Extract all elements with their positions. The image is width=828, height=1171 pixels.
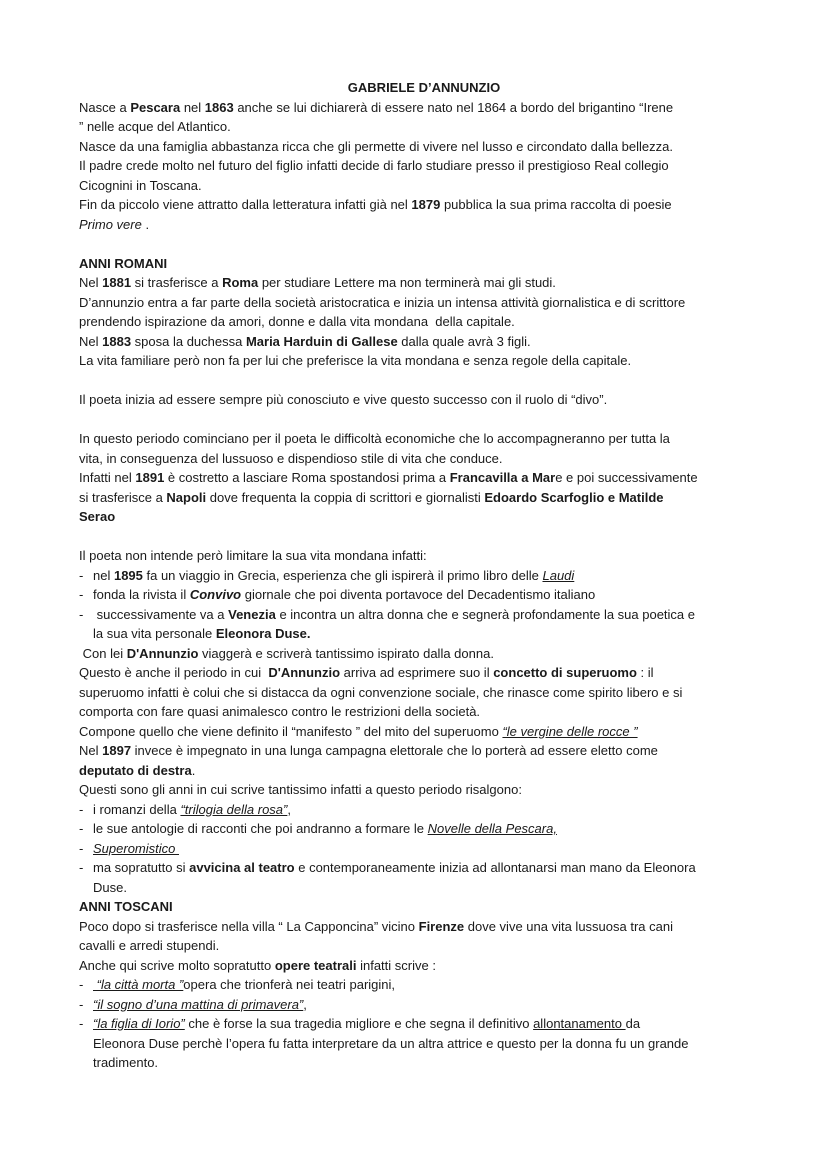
- text-run: nel: [93, 567, 114, 583]
- bold-text: Eleonora Duse.: [215, 626, 311, 641]
- text-run: arriva ad esprimere suo il: [340, 665, 494, 680]
- text-run: tradimento.: [93, 1055, 159, 1070]
- bullet-item: [79, 995, 759, 1015]
- paragraph-line: [79, 390, 759, 410]
- italic-title: Primo vere: [79, 216, 142, 232]
- text-run: che è forse la sua tragedia migliore e che segna il definitivo: [184, 1016, 534, 1031]
- text-run: Nasce da una famiglia abbastanza ricca che gli permette di vivere nel lusso e circondato dalla bellezza.: [79, 138, 673, 154]
- bold-text: Edoardo Scarfoglio e Matilde: [484, 489, 664, 505]
- text-run: dalla quale avrà 3 figli.: [397, 333, 531, 349]
- bullet-dash-icon: -: [79, 801, 84, 817]
- document-body: [79, 78, 759, 1073]
- paragraph-line: [79, 936, 759, 956]
- document-title: [79, 78, 759, 98]
- paragraph-line: [79, 215, 759, 235]
- paragraph-line: [79, 176, 759, 196]
- text-run: Cicognini in Toscana.: [79, 177, 202, 193]
- paragraph-line: [79, 117, 759, 137]
- bullet-item: [79, 800, 759, 820]
- text-run: comporta con fare quasi animalesco contro le restrizioni della società.: [79, 704, 481, 719]
- text-run: ANNI TOSCANI: [79, 899, 173, 914]
- bold-text: deputato di destra: [79, 762, 192, 778]
- paragraph-line: [79, 332, 759, 352]
- bold-text: 1897: [102, 743, 132, 758]
- text-run: Questo è anche il periodo in cui: [79, 665, 269, 680]
- text-run: Infatti nel: [79, 470, 136, 485]
- paragraph-line: [79, 702, 759, 722]
- bullet-dash-icon: -: [79, 587, 84, 602]
- paragraph-line: [79, 293, 759, 313]
- bullet-item: [79, 585, 759, 605]
- text-run: la sua vita personale: [93, 626, 216, 641]
- blank-line: [79, 234, 759, 254]
- text-run: pubblica la sua prima raccolta di poesie: [440, 197, 672, 212]
- bold-text: opere teatrali: [274, 957, 357, 973]
- bullet-item: [79, 819, 759, 839]
- bold-text: concetto di superuomo: [493, 665, 637, 680]
- paragraph-line: [79, 663, 759, 683]
- text-run: opera che trionferà nei teatri parigini,: [183, 977, 396, 992]
- text-run: Nel: [79, 275, 103, 290]
- text-run: dove vive una vita lussuosa tra cani: [464, 918, 673, 934]
- bullet-item: [79, 1014, 759, 1034]
- bullet-dash-icon: -: [79, 606, 84, 622]
- paragraph-line: [79, 722, 759, 742]
- bold-text: 1863: [204, 99, 234, 115]
- text-run: .: [191, 762, 196, 778]
- text-run: invece è impegnato in una lunga campagna elettorale che lo porterà ad essere eletto come: [131, 743, 658, 758]
- section-heading: [79, 897, 759, 917]
- blank-line: [79, 527, 759, 547]
- paragraph-line: [79, 137, 759, 157]
- text-run: D’annunzio entra a far parte della società aristocratica e inizia un intensa attività giornalistica e di scrittore: [79, 294, 686, 310]
- paragraph-line: [79, 312, 759, 332]
- text-run: Nasce a: [79, 99, 131, 115]
- bullet-continuation: [79, 1053, 759, 1073]
- bold-text: Napoli: [166, 489, 207, 505]
- text-run: GABRIELE D’ANNUNZIO: [347, 80, 501, 95]
- text-run: Questi sono gli anni in cui scrive tantissimo infatti a questo periodo risalgono:: [79, 782, 522, 797]
- text-run: ” nelle acque del Atlantico.: [79, 119, 231, 134]
- paragraph-line: [79, 780, 759, 800]
- bold-text: Serao: [79, 509, 116, 524]
- text-run: si trasferisce a: [79, 489, 167, 505]
- text-run: Nel: [79, 743, 103, 758]
- text-run: Nel: [79, 333, 103, 349]
- bold-text: Venezia: [228, 606, 276, 622]
- text-run: e e poi successivamente: [555, 470, 698, 485]
- paragraph-line: [79, 351, 759, 371]
- paragraph-line: [79, 449, 759, 469]
- text-run: .: [141, 216, 150, 232]
- paragraph-line: [79, 468, 759, 488]
- bold-text: Pescara: [130, 99, 181, 115]
- text-run: In questo periodo cominciano per il poeta le difficoltà economiche che lo accompagneranno per tutta la: [79, 431, 670, 446]
- text-run: ANNI ROMANI: [79, 255, 168, 271]
- text-run: successivamente va a: [93, 606, 229, 622]
- italic-title: “il sogno d’una mattina di primavera”: [93, 996, 304, 1012]
- text-run: è costretto a lasciare Roma spostandosi prima a: [164, 470, 450, 485]
- bold-text: 1891: [135, 470, 165, 485]
- italic-title: “la figlia di Iorio”: [93, 1016, 185, 1031]
- text-run: i romanzi della: [93, 801, 181, 817]
- text-run: nel: [180, 99, 205, 115]
- text-run: Il poeta non intende però limitare la sua vita mondana infatti:: [79, 548, 427, 563]
- text-run: infatti scrive :: [356, 957, 436, 973]
- bullet-continuation: [79, 878, 759, 898]
- bullet-dash-icon: -: [79, 567, 84, 583]
- text-run: Poco dopo si trasferisce nella villa “ La Capponcina” vicino: [79, 918, 419, 934]
- text-run: viaggerà e scriverà tantissimo ispirato dalla donna.: [198, 645, 494, 661]
- bullet-item: [79, 975, 759, 995]
- bold-text: D'Annunzio: [268, 665, 341, 680]
- text-run: cavalli e arredi stupendi.: [79, 938, 220, 953]
- text-run: Anche qui scrive molto sopratutto: [79, 957, 275, 973]
- text-run: da: [625, 1016, 641, 1031]
- bold-text: D'Annunzio: [126, 645, 199, 661]
- italic-title: Novelle della Pescara,: [427, 821, 557, 836]
- bold-text: 1881: [102, 275, 132, 290]
- text-run: ,: [287, 801, 291, 817]
- text-run: Duse.: [93, 879, 127, 895]
- paragraph-line: [79, 273, 759, 293]
- paragraph-line: [79, 507, 759, 527]
- text-run: allontanamento: [533, 1016, 626, 1031]
- text-run: prendendo ispirazione da amori, donne e dalla vita mondana della capitale.: [79, 314, 515, 329]
- blank-line: [79, 410, 759, 430]
- text-run: fonda la rivista il: [93, 587, 190, 602]
- section-heading: [79, 254, 759, 274]
- italic-title: “le vergine delle rocce ”: [502, 723, 638, 739]
- paragraph-line: [79, 429, 759, 449]
- bullet-item: [79, 858, 759, 878]
- italic-title: Laudi: [542, 567, 575, 583]
- text-run: dove frequenta la coppia di scrittori e giornalisti: [206, 489, 485, 505]
- text-run: e incontra un altra donna che e segnerà profondamente la sua poetica e: [275, 606, 696, 622]
- text-run: Eleonora Duse perchè l’opera fu fatta interpretare da un altra attrice e questo per la donna fu un grande: [93, 1035, 689, 1051]
- bullet-dash-icon: -: [79, 996, 84, 1012]
- bold-text: Maria Harduin di Gallese: [245, 333, 398, 349]
- bold-text: Roma: [222, 275, 259, 290]
- text-run: e contemporaneamente inizia ad allontanarsi man mano da Eleonora: [294, 860, 696, 875]
- bullet-dash-icon: -: [79, 977, 84, 992]
- bold-text: Convivo: [189, 587, 242, 602]
- bullet-continuation: [79, 624, 759, 644]
- text-run: fa un viaggio in Grecia, esperienza che gli ispirerà il primo libro delle: [142, 567, 543, 583]
- text-run: Il poeta inizia ad essere sempre più conosciuto e vive questo successo con il ruolo di “divo”.: [79, 392, 608, 407]
- paragraph-line: [79, 761, 759, 781]
- text-run: ma sopratutto si: [93, 860, 190, 875]
- paragraph-line: [79, 546, 759, 566]
- text-run: anche se lui dichiarerà di essere nato nel 1864 a bordo del brigantino “Irene: [233, 99, 674, 115]
- paragraph-line: [79, 917, 759, 937]
- blank-line: [79, 371, 759, 391]
- bullet-item: [79, 839, 759, 859]
- text-run: sposa la duchessa: [131, 333, 246, 349]
- text-run: Il padre crede molto nel futuro del figlio infatti decide di farlo studiare presso il prestigioso Real collegio: [79, 158, 669, 173]
- italic-title: Superomistico: [93, 840, 179, 856]
- bold-text: Firenze: [418, 918, 465, 934]
- bullet-dash-icon: -: [79, 1016, 84, 1031]
- text-run: superuomo infatti è colui che si distacca da ogni convenzione sociale, che rinasce come spirito libero e si: [79, 684, 683, 700]
- italic-title: “la città morta ”: [93, 977, 184, 992]
- text-run: le sue antologie di racconti che poi andranno a formare le: [93, 821, 428, 836]
- text-run: Compone quello che viene definito il “manifesto ” del mito del superuomo: [79, 723, 503, 739]
- bullet-dash-icon: -: [79, 840, 84, 856]
- paragraph-line: [79, 488, 759, 508]
- paragraph-line: [79, 644, 759, 664]
- paragraph-line: [79, 98, 759, 118]
- text-run: Con lei: [79, 645, 127, 661]
- bold-text: 1879: [411, 197, 441, 212]
- text-run: La vita familiare però non fa per lui che preferisce la vita mondana e senza regole della capitale.: [79, 353, 632, 368]
- text-run: : il: [636, 665, 654, 680]
- paragraph-line: [79, 195, 759, 215]
- text-run: per studiare Lettere ma non terminerà mai gli studi.: [258, 275, 556, 290]
- bold-text: 1895: [113, 567, 143, 583]
- text-run: vita, in conseguenza del lussuoso e dispendioso stile di vita che conduce.: [79, 450, 503, 466]
- bold-text: avvicina al teatro: [189, 860, 295, 875]
- paragraph-line: [79, 741, 759, 761]
- paragraph-line: [79, 956, 759, 976]
- bullet-dash-icon: -: [79, 821, 84, 836]
- bold-text: Francavilla a Mar: [449, 470, 556, 485]
- bullet-dash-icon: -: [79, 860, 84, 875]
- bullet-item: [79, 605, 759, 625]
- bullet-item: [79, 566, 759, 586]
- paragraph-line: [79, 156, 759, 176]
- text-run: si trasferisce a: [131, 275, 223, 290]
- bullet-continuation: [79, 1034, 759, 1054]
- text-run: giornale che poi diventa portavoce del Decadentismo italiano: [241, 587, 596, 602]
- text-run: ,: [303, 996, 307, 1012]
- paragraph-line: [79, 683, 759, 703]
- bold-text: 1883: [102, 333, 132, 349]
- text-run: Fin da piccolo viene attratto dalla letteratura infatti già nel: [79, 197, 412, 212]
- italic-title: “trilogia della rosa”: [180, 801, 288, 817]
